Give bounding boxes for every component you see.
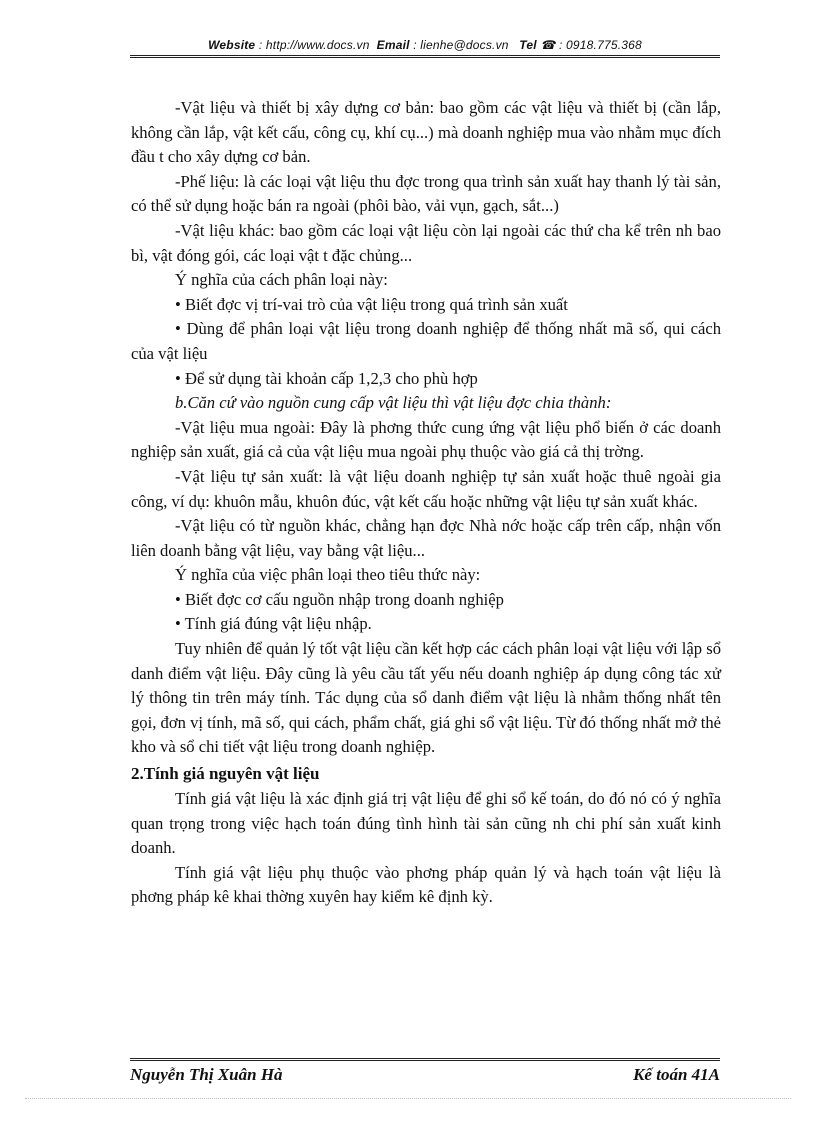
paragraph: -Vật liệu và thiết bị xây dựng cơ bản: bao gồm các vật liệu và thiết bị (cần lắp, không cần lắp, vật kết cấu, công cụ, khí cụ...) mà doanh nghiệp mua vào nhằm mục đích đầu t cho xây dựng cơ bản. bbox=[131, 98, 721, 167]
paragraph: -Vật liệu tự sản xuất: là vật liệu doanh nghiệp tự sản xuất hoặc thuê ngoài gia công, ví dụ: khuôn mẫu, khuôn đúc, vật kết cấu hoặc những vật liệu tự sản xuất khác. bbox=[131, 466, 721, 511]
subsection-heading: b.Căn cứ vào nguồn cung cấp vật liệu thì vật liệu đợc chia thành: bbox=[175, 393, 612, 413]
paragraph: Ý nghĩa của cách phân loại này: bbox=[175, 270, 388, 290]
bullet-item: • Biết đợc vị trí-vai trò của vật liệu trong quá trình sản xuất bbox=[175, 294, 568, 314]
tel-label: Tel bbox=[519, 38, 537, 52]
website-label: Website bbox=[208, 38, 256, 52]
page-footer bbox=[130, 1058, 720, 1085]
paragraph: Tuy nhiên để quản lý tốt vật liệu cần kết hợp các cách phân loại vật liệu với lập sổ danh điểm vật liệu. Đây cũng là yêu cầu tất yếu nếu doanh nghiệp áp dụng công tác xử lý thông tin trên máy tính. Tác dụng của sổ danh điểm vật liệu là nhằm thống nhất tên gọi, đơn vị tính, mã số, qui cách, phẩm chất, giá ghi sổ vật liệu. Từ đó thống nhất mở thẻ kho và sổ chi tiết vật liệu trong doanh nghiệp. bbox=[131, 639, 721, 757]
bullet-item: • Tính giá đúng vật liệu nhập. bbox=[175, 614, 372, 634]
page-edge-divider bbox=[25, 1098, 791, 1099]
email-value: : lienhe@docs.vn bbox=[413, 38, 509, 52]
paragraph: -Phế liệu: là các loại vật liệu thu đợc trong qua trình sản xuất hay thanh lý tài sản, có thể sử dụng hoặc bán ra ngoài (phôi bào, vải vụn, gạch, sắt...) bbox=[131, 171, 721, 216]
page-header bbox=[130, 38, 720, 58]
section-heading: 2.Tính giá nguyên vật liệu bbox=[131, 764, 320, 784]
website-value: : http://www.docs.vn bbox=[258, 38, 370, 52]
paragraph: -Vật liệu có từ nguồn khác, chẳng hạn đợc Nhà nớc hoặc cấp trên cấp, nhận vốn liên doanh bằng vật liệu, vay bằng vật liệu... bbox=[131, 516, 721, 560]
document-body bbox=[131, 96, 721, 910]
email-label: Email bbox=[376, 38, 410, 52]
paragraph: Tính giá vật liệu là xác định giá trị vật liệu để ghi sổ kế toán, do đó nó có ý nghĩa quan trọng trong việc hạch toán đúng tình hình tài sản cũng nh chi phí sản xuất kinh doanh. bbox=[131, 789, 721, 858]
footer-class: Kế toán 41A bbox=[633, 1065, 720, 1084]
bullet-item: • Để sử dụng tài khoản cấp 1,2,3 cho phù hợp bbox=[175, 368, 478, 388]
bullet-item: • Biết đợc cơ cấu nguồn nhập trong doanh nghiệp bbox=[175, 589, 504, 609]
paragraph: Ý nghĩa của việc phân loại theo tiêu thức này: bbox=[175, 565, 481, 585]
bullet-item: • Dùng để phân loại vật liệu trong doanh nghiệp để thống nhất mã số, qui cách của vật liệu bbox=[131, 319, 721, 363]
paragraph: -Vật liệu mua ngoài: Đây là phơng thức cung ứng vật liệu phổ biến ở các doanh nghiệp sản xuất, giá cả của vật liệu mua ngoài phụ thuộc vào giá cả thị trờng. bbox=[131, 417, 721, 462]
tel-value: ☎ : 0918.775.368 bbox=[540, 38, 642, 52]
paragraph: Tính giá vật liệu phụ thuộc vào phơng pháp quản lý và hạch toán vật liệu là phơng pháp kê khai thờng xuyên hay kiểm kê định kỳ. bbox=[131, 862, 721, 907]
paragraph: -Vật liệu khác: bao gồm các loại vật liệu còn lại ngoài các thứ cha kể trên nh bao bì, vật đóng gói, các loại vật t đặc chủng... bbox=[131, 220, 721, 265]
footer-author: Nguyễn Thị Xuân Hà bbox=[130, 1065, 283, 1084]
